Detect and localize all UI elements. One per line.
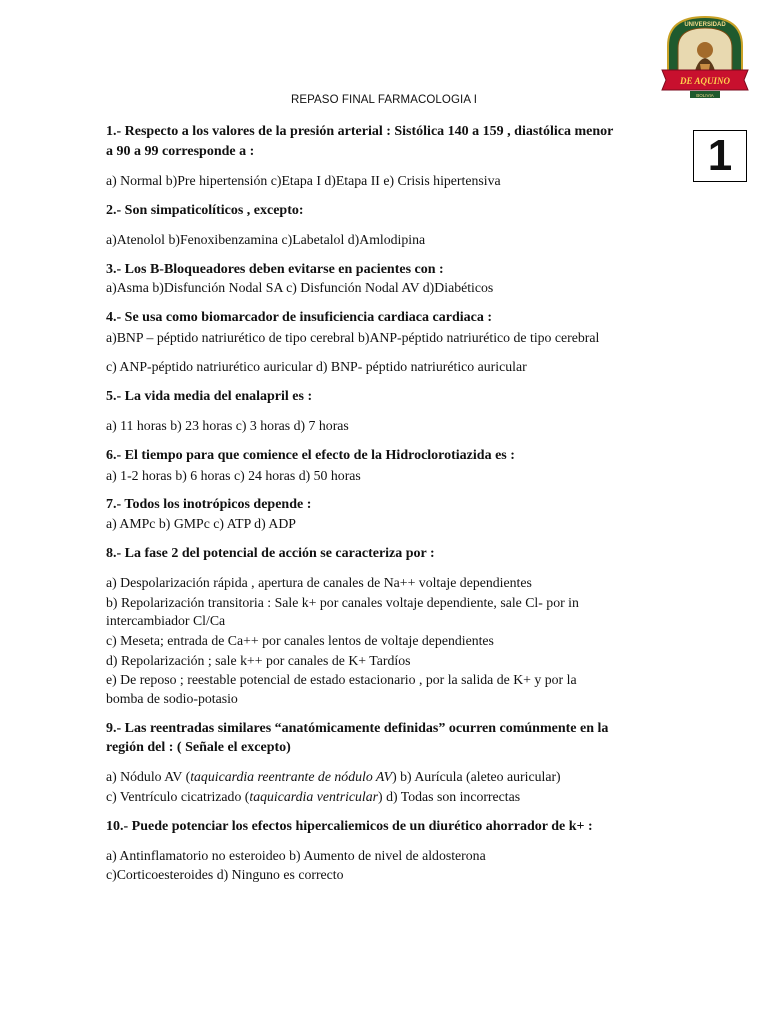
question-7-answers: a) AMPc b) GMPc c) ATP d) ADP	[106, 516, 296, 531]
question-10-answers-line-1: a) Antinflamatorio no esteroideo b) Aumento de nivel de aldosterona	[106, 848, 486, 863]
question-9-answers-line-2	[106, 788, 520, 806]
question-5-answers: a) 11 horas b) 23 horas c) 3 horas d) 7 horas	[106, 418, 349, 433]
question-1-line-1: 1.- Respecto a los valores de la presión arterial : Sistólica 140 a 159 , diastólica menor	[106, 124, 614, 139]
question-3-answers: a)Asma b)Disfunción Nodal SA c) Disfunción Nodal AV d)Diabéticos	[106, 280, 494, 295]
question-6-answers: a) 1-2 horas b) 6 horas c) 24 horas d) 50 horas	[106, 468, 361, 483]
answer-text: ) b) Aurícula (aleteo auricular)	[392, 769, 561, 784]
question-9-answers-line-1	[106, 768, 561, 786]
question-4-answers-line-1: a)BNP – péptido natriurético de tipo cerebral b)ANP-péptido natriurético de tipo cerebral	[106, 330, 600, 345]
question-4-answers-line-2: c) ANP-péptido natriurético auricular d) BNP- péptido natriurético auricular	[106, 359, 527, 374]
question-8-option-a: a) Despolarización rápida , apertura de canales de Na++ voltaje dependientes	[106, 575, 532, 590]
question-4-text: 4.- Se usa como biomarcador de insuficiencia cardiaca cardiaca :	[106, 310, 492, 325]
question-5-text: 5.- La vida media del enalapril es :	[106, 389, 313, 404]
question-9-line-2: región del : ( Señale el excepto)	[106, 740, 291, 755]
page-number-box: 1	[693, 130, 747, 182]
question-10-answers-line-2: c)Corticoesteroides d) Ninguno es correcto	[106, 867, 344, 882]
answer-text: ) d) Todas son incorrectas	[378, 789, 521, 804]
university-crest-logo	[660, 14, 750, 100]
question-1-answers: a) Normal b)Pre hipertensión c)Etapa I d)Etapa II e) Crisis hipertensiva	[106, 173, 501, 188]
question-8-option-b: b) Repolarización transitoria : Sale k+ por canales voltaje dependiente, sale Cl- por in	[106, 595, 579, 610]
question-1-line-2: a 90 a 99 corresponde a :	[106, 144, 255, 159]
svg-text:BOLIVIA: BOLIVIA	[696, 93, 714, 98]
svg-text:DE AQUINO: DE AQUINO	[680, 76, 730, 86]
answer-italic-text: taquicardia ventricular	[249, 789, 379, 804]
question-2-text: 2.- Son simpaticolíticos , excepto:	[106, 203, 304, 218]
question-9-line-1: 9.- Las reentradas similares “anatómicamente definidas” ocurren comúnmente en la	[106, 721, 609, 736]
svg-text:UNIVERSIDAD: UNIVERSIDAD	[684, 22, 726, 28]
question-3-text: 3.- Los B-Bloqueadores deben evitarse en pacientes con :	[106, 262, 444, 277]
answer-text: c) Ventrículo cicatrizado (	[106, 789, 250, 804]
question-8-option-b-cont: intercambiador Cl/Ca	[106, 613, 226, 628]
question-8-option-e: e) De reposo ; reestable potencial de estado estacionario , por la salida de K+ y por la	[106, 672, 577, 687]
question-6-text: 6.- El tiempo para que comience el efecto de la Hidroclorotiazida es :	[106, 448, 515, 463]
question-8-option-d: d) Repolarización ; sale k++ por canales de K+ Tardíos	[106, 653, 411, 668]
question-8-option-c: c) Meseta; entrada de Ca++ por canales lentos de voltaje dependientes	[106, 633, 494, 648]
question-8-option-e-cont: bomba de sodio-potasio	[106, 691, 238, 706]
answer-italic-text: taquicardia reentrante de nódulo AV	[190, 769, 393, 784]
answer-text: a) Nódulo AV (	[106, 769, 191, 784]
question-7-text: 7.- Todos los inotrópicos depende :	[106, 497, 312, 512]
question-2-answers: a)Atenolol b)Fenoxibenzamina c)Labetalol d)Amlodipina	[106, 232, 426, 247]
page-title: REPASO FINAL FARMACOLOGIA I	[290, 94, 478, 106]
question-10-text: 10.- Puede potenciar los efectos hipercaliemicos de un diurético ahorrador de k+ :	[106, 819, 593, 834]
question-8-text: 8.- La fase 2 del potencial de acción se caracteriza por :	[106, 546, 435, 561]
